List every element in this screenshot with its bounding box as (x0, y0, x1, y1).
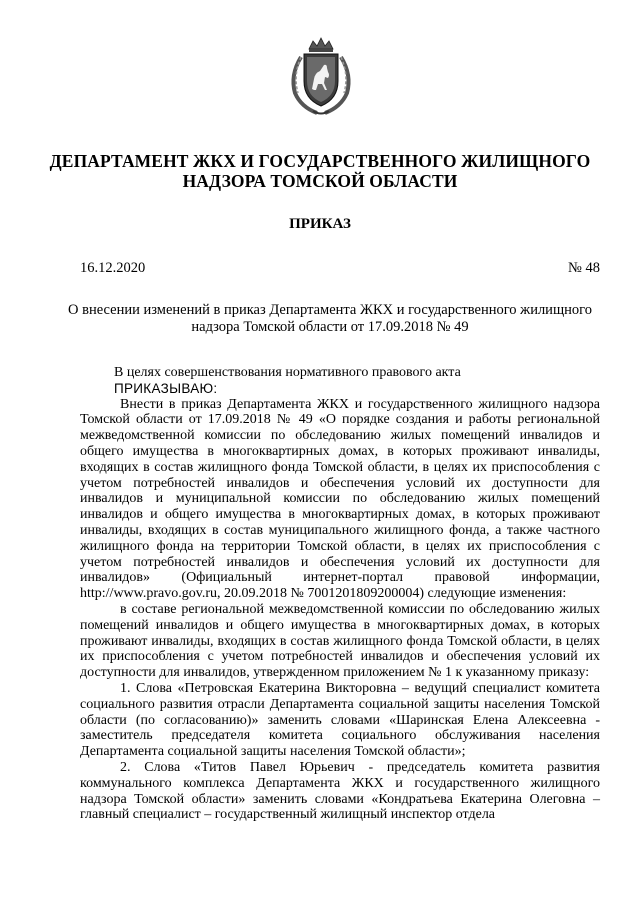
body-paragraph-2: в составе региональной межведомственной комиссии по обследованию жилых помещений инвалидов и общего имущества в многоквартирных домах, в которых проживают инвалиды, входящих в состав жилищного фонда Томской области, в целях их приспособления с учетом потребностей инвалидов и обеспечения условий их доступности для инвалидов, утвержденном приложением № 1 к указанному приказу: (80, 601, 600, 681)
tomsk-region-coat-of-arms (287, 35, 355, 117)
document-body (80, 365, 600, 823)
document-type-title: ПРИКАЗ (289, 216, 351, 232)
department-title: ДЕПАРТАМЕНТ ЖКХ И ГОСУДАРСТВЕННОГО ЖИЛИЩНОГО НАДЗОРА ТОМСКОЙ ОБЛАСТИ (49, 151, 591, 191)
document-subject: О внесении изменений в приказ Департамента ЖКХ и государственного жилищного надзора Томской области от 17.09.2018 № 49 (68, 302, 592, 335)
body-paragraph-4: 2. Слова «Титов Павел Юрьевич - председатель комитета развития коммунального комплекса Департамента ЖКХ и государственного жилищного надзора Томской области» заменить словами «Кондратьева Екатерина Олеговна – главный специалист – государственный жилищный инспектор отдела (80, 759, 600, 823)
body-paragraph-1: Внести в приказ Департамента ЖКХ и государственного жилищного надзора Томской области от 17.09.2018 № 49 «О порядке создания и работы региональной межведомственной комиссии по обследованию жилых помещений инвалидов и общего имущества в многоквартирных домах, в которых проживают инвалиды, входящих в состав жилищного фонда Томской области, в целях их приспособления с учетом потребностей инвалидов и обеспечения условий их доступности для инвалидов и муниципальной комиссии по обследованию жилых помещений инвалидов и общего имущества в многоквартирных домах, в которых проживают инвалиды, входящих в состав муниципального жилищного фонда, а также частного жилищного фонда на территории Томской области, в целях их приспособления с учетом потребностей инвалидов и обеспечения условий их доступности для инвалидов» (Официальный интернет-портал правовой информации, http://www.pravo.gov.ru, 20.09.2018 № 7001201809200004) следующие изменения: (80, 396, 600, 602)
document-date: 16.12.2020 (80, 260, 146, 276)
order-word: ПРИКАЗЫВАЮ: (114, 380, 218, 396)
intro-paragraph: В целях совершенствования нормативного правового акта (114, 365, 461, 380)
body-paragraph-3: 1. Слова «Петровская Екатерина Викторовна – ведущий специалист комитета социального развития отрасли Департамента социальной защиты населения Томской области (по согласованию)» заменить словами «Шаринская Елена Алексеевна - заместитель председателя комитета социального обслуживания населения Департамента социальной защиты населения Томской области»; (80, 680, 600, 760)
document-number: № 48 (568, 260, 600, 276)
